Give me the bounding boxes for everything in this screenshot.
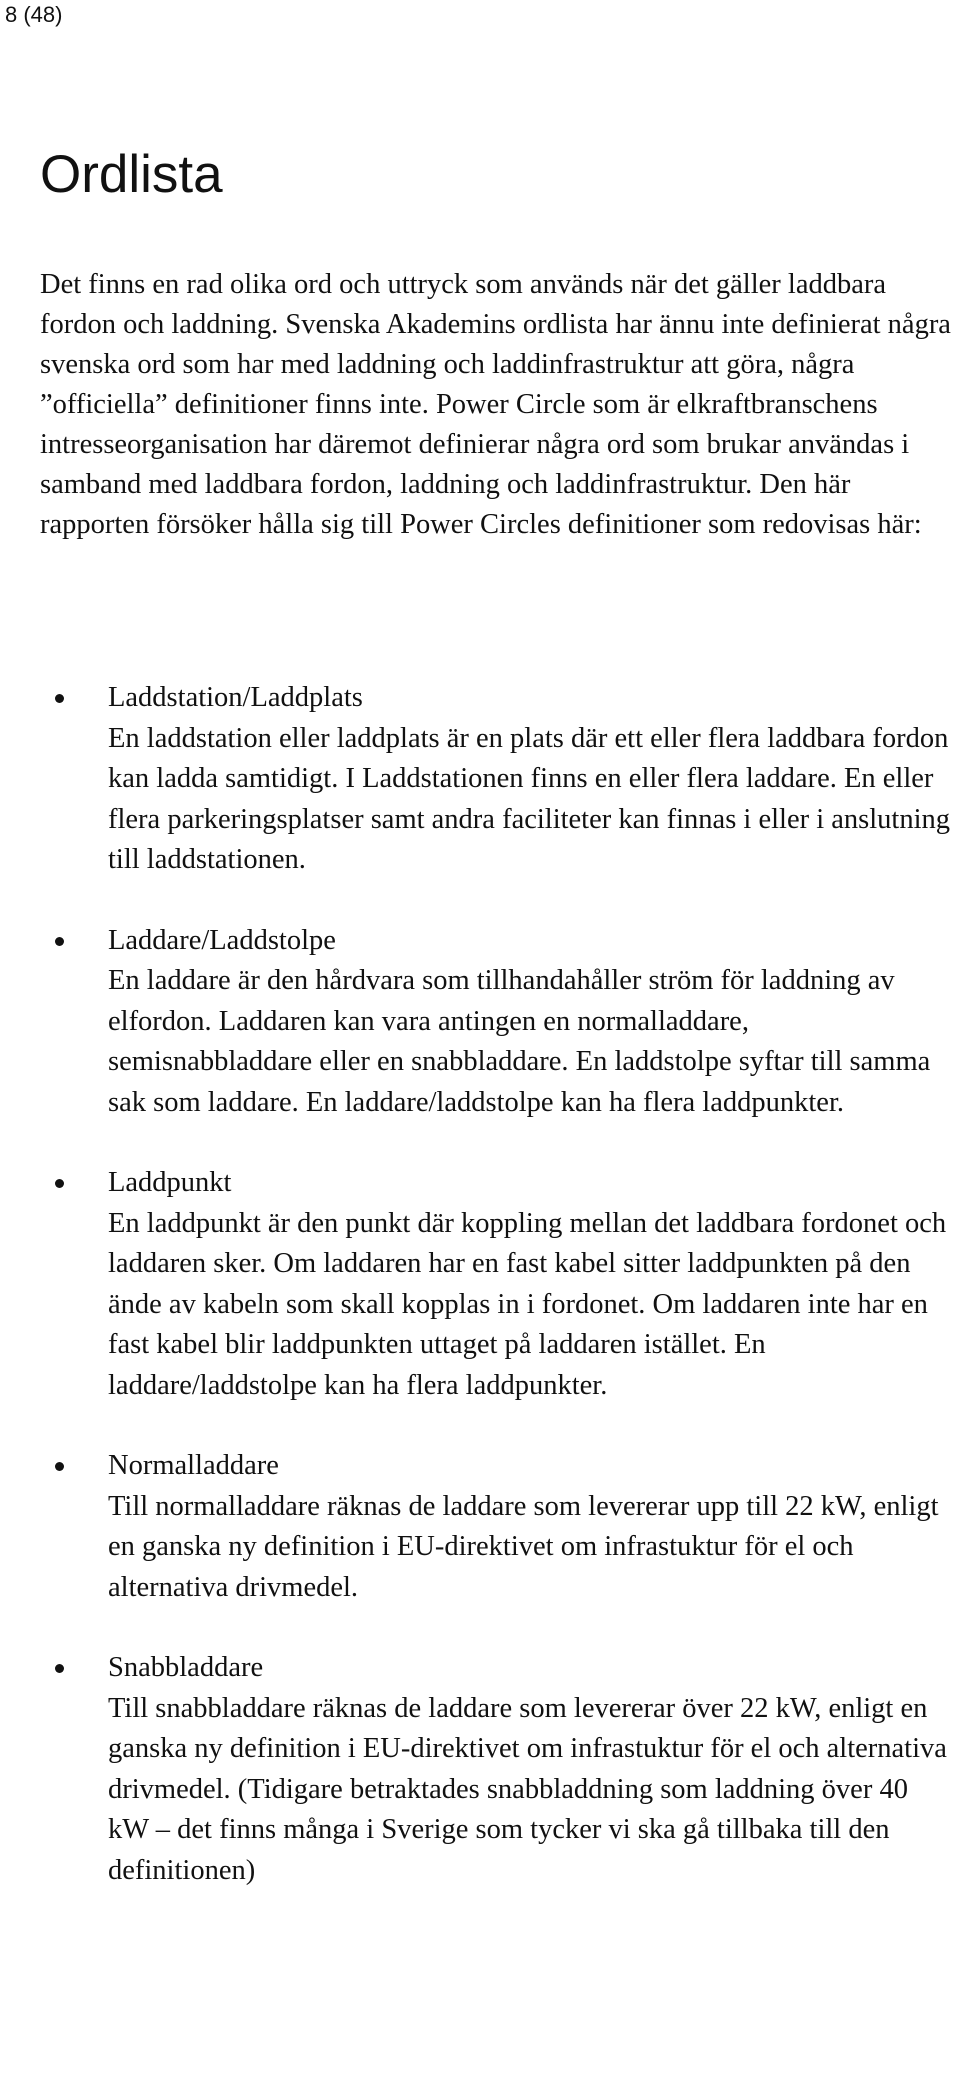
glossary-term: Normalladdare [108, 1450, 279, 1481]
bullet-icon [55, 1179, 64, 1188]
glossary-definition: Till normalladdare räknas de laddare som levererar upp till 22 kW, enligt en ganska ny definition i EU-direktivet om infrastuktur för el och alternativa drivmedel. [108, 1490, 939, 1603]
intro-paragraph: Det finns en rad olika ord och uttryck som används när det gäller laddbara fordon och laddning. Svenska Akademins ordlista har ännu inte definierat några svenska ord som har med laddning och laddinfrastruktur att göra, några ”officiella” definitioner finns inte. Power Circle som är elkraftbranschens intresseorganisation har däremot definierar några ord som brukar användas i samband med laddbara fordon, laddning och laddinfrastruktur. Den här rapporten försöker hålla sig till Power Circles definitioner som redovisas här: [40, 269, 951, 540]
bullet-icon [55, 937, 64, 946]
glossary-item [0, 1446, 960, 1608]
glossary-definition: Till snabbladdare räknas de laddare som levererar över 22 kW, enligt en ganska ny definition i EU-direktivet om infrastuktur för el och alternativa drivmedel. (Tidigare betraktades snabbladdning som laddning över 40 kW – det finns många i Sverige som tycker vi ska gå tillbaka till den definitionen) [108, 1692, 947, 1886]
page-number: 8 (48) [5, 2, 63, 27]
glossary-term: Snabbladdare [108, 1652, 264, 1683]
glossary-definition: En laddare är den hårdvara som tillhandahåller ström för laddning av elfordon. Laddaren kan vara antingen en normalladdare, semisnabbladdare eller en snabbladdare. En laddstolpe syftar till samma sak som laddare. En laddare/laddstolpe kan ha flera laddpunkter. [108, 965, 931, 1118]
bullet-icon [55, 694, 64, 703]
glossary-term: Laddpunkt [108, 1167, 232, 1198]
glossary-item [0, 1163, 960, 1406]
bullet-icon [55, 1462, 64, 1471]
glossary-definition: En laddstation eller laddplats är en plats där ett eller flera laddbara fordon kan ladda samtidigt. I Laddstationen finns en eller flera laddare. En eller flera parkeringsplatser samt andra faciliteter kan finnas i eller i anslutning till laddstationen. [108, 722, 951, 875]
page-title: Ordlista [40, 145, 223, 204]
glossary-list [0, 678, 960, 1931]
glossary-item [0, 1648, 960, 1891]
glossary-term: Laddstation/Laddplats [108, 682, 363, 713]
glossary-item [0, 678, 960, 881]
glossary-term: Laddare/Laddstolpe [108, 924, 336, 956]
glossary-definition: En laddpunkt är den punkt där koppling mellan det laddbara fordonet och laddaren sker. Om laddaren har en fast kabel sitter laddpunkten på den ände av kabeln som skall kopplas in i fordonet. Om laddaren inte har en fast kabel blir laddpunkten uttaget på laddaren istället. En laddare/laddstolpe kan ha flera laddpunkter. [108, 1207, 947, 1401]
bullet-icon [55, 1664, 64, 1673]
glossary-item [0, 921, 960, 1124]
